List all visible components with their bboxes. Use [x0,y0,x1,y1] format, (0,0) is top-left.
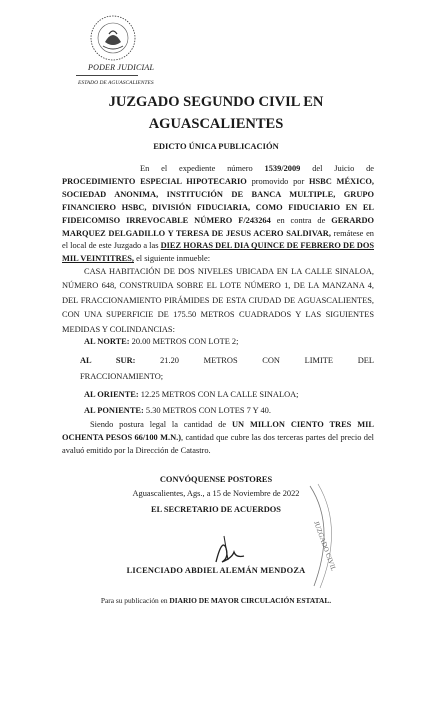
edict-subtitle: EDICTO ÚNICA PUBLICACIÓN [153,141,279,151]
text-segment: el siguiente inmueble: [136,254,211,264]
court-title-line1: JUZGADO SEGUNDO CIVIL EN [108,94,324,110]
boundary-south-cont: FRACCIONAMIENTO; [80,372,164,381]
boundary-dir: AL PONIENTE: [84,406,144,415]
text-segment: remátese en el local de este Juzgado a las [62,228,374,251]
text-segment: del Juicio de [312,164,375,173]
stamp-text: JUZGADO CIVIL [312,519,338,573]
defendants: GERARDO MARQUEZ DELGADILLO Y TERESA DE JESUS ACERO SALDIVAR, [62,215,375,238]
org-name: PODER JUDICIAL [88,63,155,72]
boundary-text: 5.30 METROS CON LOTES 7 Y 40. [145,406,271,415]
secretary-title: EL SECRETARIO DE ACUERDOS [151,505,281,514]
text-segment: En el expediente número [140,164,253,173]
text-segment: en contra de [276,215,326,225]
signature-icon [210,532,250,568]
boundary-north [62,335,374,348]
text-segment: , cantidad que cubre las dos terceras partes del precio del avaluó emitido por la Dirección de Catastro. [62,433,374,456]
header-divider [76,75,138,76]
convocation: CONVÓQUENSE POSTORES [159,475,273,484]
auction-date: DIEZ HORAS DEL DIA QUINCE DE FEBRERO DE DOS MIL VEINTITRES, [62,241,375,264]
court-title-line2: AGUASCALIENTES [148,116,284,132]
publication-note [0,596,432,605]
boundary-west [62,404,374,417]
state-name: ESTADO DE AGUASCALIENTES [78,80,154,86]
plaintiff: HSBC MÉXICO, SOCIEDAD ANONIMA, INSTITUCIÓN DE BANCA MULTIPLE, GRUPO FINANCIERO HSBC, DIVISIÓN FIDUCIARIA, COMO FIDUCIARIO EN EL FIDEICOMISO IRREVOCABLE NÚMERO F/243264 [62,176,375,225]
boundary-text: 20.00 METROS CON LOTE 2; [131,337,239,346]
text-segment: Para su publicación en [100,596,168,605]
boundary-east [62,388,374,401]
signatory-name: LICENCIADO ABDIEL ALEMÁN MENDOZA [126,566,306,575]
court-stamp-icon [302,482,342,592]
text-segment: Siendo postura legal la cantidad de [90,420,227,429]
coat-of-arms-icon [88,14,138,62]
boundary-south [62,354,374,367]
boundary-text: 12.25 METROS CON LA CALLE SINALOA; [140,390,299,399]
text-segment: promovido por [251,176,305,186]
boundary-dir: AL ORIENTE: [84,390,139,399]
boundary-dir: AL SUR: [80,356,136,365]
publication-medium: DIARIO DE MAYOR CIRCULACIÓN ESTATAL. [169,596,332,605]
price-amount: UN MILLON CIENTO TRES MIL OCHENTA PESOS 66/100 M.N.) [62,420,375,443]
place-date: Aguascalientes, Ags., a 15 de Noviembre de 2022 [132,489,300,498]
case-number: 1539/2009 [264,164,301,173]
trial-type: PROCEDIMIENTO ESPECIAL HIPOTECARIO [62,176,247,186]
boundary-text: 21.20 METROS CON LIMITE DEL [160,356,374,365]
boundary-dir: AL NORTE: [84,337,130,346]
price-paragraph [62,418,374,458]
property-description: CASA HABITACIÓN DE DOS NIVELES UBICADA EN LA CALLE SINALOA, NÚMERO 648, CONSTRUIDA SOBRE EL LOTE NÚMERO 1, DE LA MANZANA 4, DEL FRACCIONAMIENTO PIRÁMIDES DE ESTA CIUDAD DE AGUASCALIENTES, CON UNA SUPERFICIE DE 175.50 METROS CUADRADOS Y LAS SIGUIENTES MEDIDAS Y COLINDANCIAS: [62,267,374,334]
main-paragraph [62,163,374,266]
